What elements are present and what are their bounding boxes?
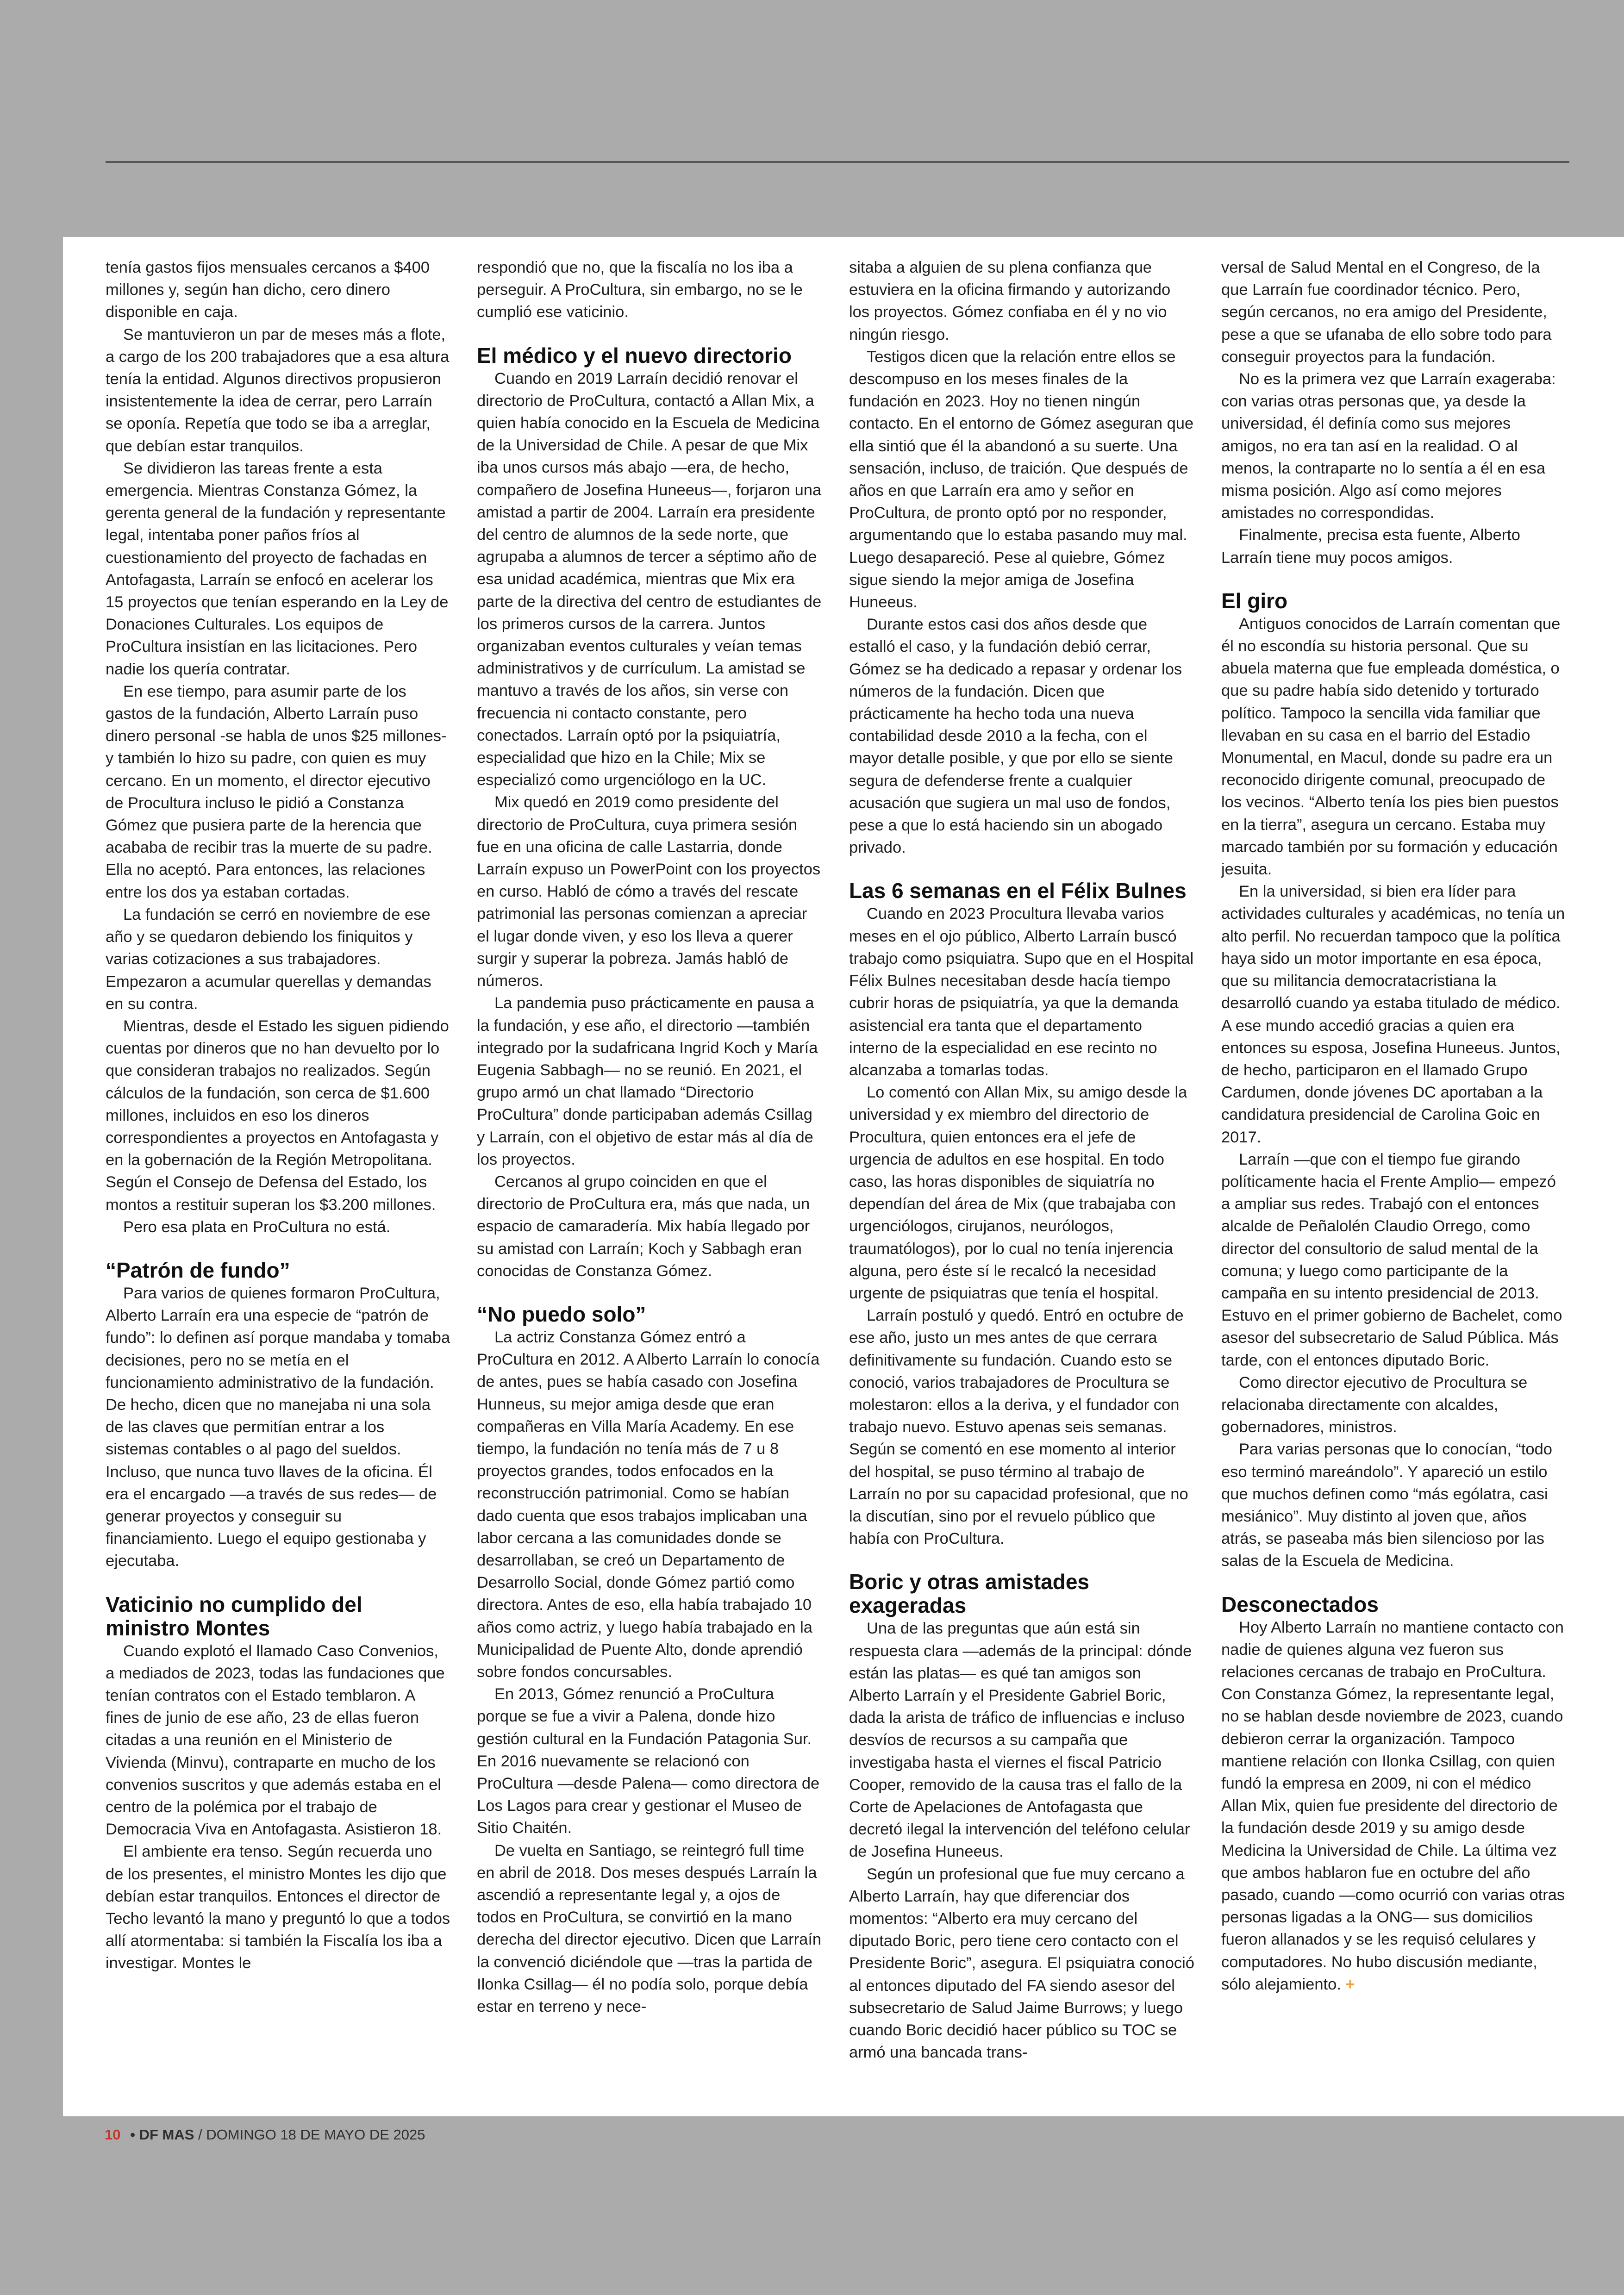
article-paragraph [849,903,1194,1081]
paragraph-text: Una de las preguntas que aún está sin respuesta clara —además de la principal: dónde están las platas— es qué tan amigos son Alberto Larraín y el Presidente Gabriel Boric, dada la arista de tráfico de influencias e incluso desvíos de recursos a su campaña que investigaba hasta el viernes el fiscal Patricio Cooper, removido de la causa tras el fallo de la Corte de Apelaciones de Antofagasta que decretó ilegal la intervención del teléfono celular de Josefina Huneeus. [849,1620,1192,1861]
article-column-3 [849,256,1194,2103]
paragraph-text: Durante estos casi dos años desde que estalló el caso, y la fundación debió cerrar, Gómez se ha dedicado a repasar y ordenar los números de la fundación. Dicen que prácticamente ha hecho toda una nueva contabilidad desde 2010 a la fecha, con el mayor detalle posible, y que por ello se siente segura de defenderse frente a cualquier acusación que sugiera un mal uso de fondos, pese a que lo está haciendo sin un abogado privado. [849,616,1182,857]
issue-date: DOMINGO 18 DE MAYO DE 2025 [206,2127,425,2143]
article-paragraph [849,1617,1194,1863]
paragraph-text: Finalmente, precisa esta fuente, Alberto Larraín tiene muy pocos amigos. [1221,526,1520,567]
article-paragraph [1221,1148,1567,1372]
article-paragraph [106,457,451,680]
article-paragraph [1221,368,1567,524]
article-paragraph [106,256,451,324]
article-paragraph [106,1640,451,1841]
article-paragraph [106,1282,451,1572]
section-heading: Desconectados [1221,1592,1379,1616]
paragraph-text: respondió que no, que la fiscalía no los iba a perseguir. A ProCultura, sin embargo, no se le cumplió ese vaticinio. [477,259,803,321]
article-paragraph [106,1015,451,1216]
paragraph-text: Larraín postuló y quedó. Entró en octubre de ese año, justo un mes antes de que cerrara definitivamente su fundación. Cuando esto se conoció, varios trabajadores de Procultura se molestaron: ellos a la deriva, y el fundador con trabajo nuevo. Estuvo apenas seis semanas. Según se comentó en ese momento al interior del hospital, se puso término al trabajo de Larraín no por su capacidad profesional, que no la discutían, sino por el revuelo público que había con ProCultura. [849,1307,1188,1548]
article-paragraph [1221,1372,1567,1439]
article-paragraph [1221,613,1567,880]
section-heading: El giro [1221,588,1288,613]
article-paragraph [1221,256,1567,368]
article-paragraph [477,1683,822,1839]
paragraph-text: Para varias personas que lo conocían, “todo eso terminó mareándolo”. Y apareció un estilo que muchos definen como “más ególatra, casi mesiánico”. Muy distinto al joven que, años atrás, se paseaba más bien silencioso por las salas de la Escuela de Medicina. [1221,1441,1552,1570]
paragraph-text: En 2013, Gómez renunció a ProCultura porque se fue a vivir a Palena, donde hizo gestión cultural en la Fundación Patagonia Sur. En 2016 nuevamente se relacionó con ProCultura —desde Palena— como directora de Los Lagos para crear y gestionar el Museo de Sitio Chaitén. [477,1685,820,1837]
paragraph-text: Cuando explotó el llamado Caso Convenios, a mediados de 2023, todas las fundaciones que tenían contratos con el Estado temblaron. A fines de junio de ese año, 23 de ellas fueron citadas a una reunión en el Ministerio de Vivienda (Minvu), contraparte en mucho de los convenios suscritos y que además estaba en el centro de la polémica por el trabajo de Democracia Viva en Antofagasta. Asistieron 18. [106,1642,445,1839]
article-paragraph [106,1216,451,1238]
paragraph-text: La fundación se cerró en noviembre de ese año y se quedaron debiendo los finiquitos y varias cotizaciones a sus trabajadores. Empezaron a acumular querellas y demandas en su contra. [106,905,431,1013]
article-paragraph [1221,1438,1567,1572]
paragraph-text: La actriz Constanza Gómez entró a ProCultura en 2012. A Alberto Larraín lo conocía de antes, pues se había casado con Josefina Hunneus, su mejor amiga desde que eran compañeras en Villa María Academy. En ese tiempo, la fundación no tenía más de 7 u 8 proyectos grandes, todos enfocados en la reconstrucción patrimonial. Como se habían dado cuenta que esos trabajos implicaban una labor cercana a las comunidades donde se desarrollaban, se creó un Departamento de Desarrollo Social, donde Gómez partió como directora. Antes de eso, ella había trabajado 10 años como actriz, y luego había trabajado en la Municipalidad de Puente Alto, donde aprendió sobre fondos concursables. [477,1328,820,1681]
paragraph-text: Larraín —que con el tiempo fue girando políticamente hacia el Frente Amplio— empezó a ampliar sus redes. Trabajó con el entonces alcalde de Peñalolén Claudio Orrego, como director del consultorio de salud mental de la comuna; y luego como participante de la campaña en su intento presidencial de 2013. Estuvo en el primer gobierno de Bachelet, como asesor del subsecretario de Salud Pública. Más tarde, con el entonces diputado Boric. [1221,1150,1562,1369]
paragraph-text: Según un profesional que fue muy cercano a Alberto Larraín, hay que diferenciar dos momentos: “Alberto era muy cercano del diputado Boric, pero tiene cero contacto con el Presidente Boric”, asegura. El psiquiatra conoció al entonces diputado del FA siendo asesor del subsecretario de Salud Jaime Burrows; y luego cuando Boric decidió hacer público su TOC se armó una bancada trans- [849,1865,1194,2062]
paragraph-text: sitaba a alguien de su plena confianza que estuviera en la oficina firmando y autorizando los proyectos. Gómez confiaba en él y no vio ningún riesgo. [849,259,1171,343]
paragraph-text: Cercanos al grupo coinciden en que el directorio de ProCultura era, más que nada, un espacio de camaradería. Mix había llegado por su amistad con Larraín; Koch y Sabbagh eran conocidas de Constanza Gómez. [477,1172,810,1280]
article-paragraph [477,1326,822,1683]
end-mark-icon: + [1345,1975,1355,1993]
header-rule [106,161,1569,163]
paragraph-text: Cuando en 2019 Larraín decidió renovar el directorio de ProCultura, contactó a Allan Mix, a quien había conocido en la Escuela de Medicina de la Universidad de Chile. A pesar de que Mix iba unos cursos más abajo —era, de hecho, compañero de Josefina Huneeus—, forjaron una amistad a partir de 2004. Larraín era presidente del centro de alumnos de la sede norte, que agrupaba a alumnos de tercer a séptimo año de esa unidad académica, mientras que Mix era parte de la directiva del centro de estudiantes de los primeros cursos de la carrera. Juntos organizaban eventos culturales y veían temas administrativos y de currículum. La amistad se mantuvo a través de los años, sin verse con frecuencia ni contacto constante, pero conectados. Larraín optó por la psiquiatría, especialidad que hizo en la Chile; Mix se especializó como urgenciólogo en la UC. [477,369,822,789]
article-paragraph [849,1304,1194,1550]
paragraph-text: Testigos dicen que la relación entre ellos se descompuso en los meses finales de la fundación en 2023. Hoy no tienen ningún contacto. En el entorno de Gómez aseguran que ella sintió que él la abandonó a su suerte. Una sensación, incluso, de traición. Que después de años en que Larraín era amo y señor en ProCultura, de pronto optó por no responder, argumentando que lo estaba pasando muy mal. Luego desapareció. Pese al quiebre, Gómez sigue siendo la mejor amiga de Josefina Huneeus. [849,348,1194,611]
footer-separator: / [198,2127,202,2143]
article-paragraph [477,791,822,992]
section-heading: “No puedo solo” [477,1302,646,1326]
article-column-1 [106,256,451,2103]
article-paragraph [477,1171,822,1282]
page-footer [105,2127,425,2143]
paragraph-text: versal de Salud Mental en el Congreso, de la que Larraín fue coordinador técnico. Pero, según cercanos, no era amigo del Presidente, pese a que se ufanaba de ello sobre todo para conseguir proyectos para la fundación. [1221,259,1552,366]
section-heading: Las 6 semanas en el Félix Bulnes [849,879,1187,903]
article-column-4 [1221,256,1567,2103]
paragraph-text: Hoy Alberto Larraín no mantiene contacto con nadie de quienes alguna vez fueron sus relaciones cercanas de trabajo en ProCultura. Con Constanza Gómez, la representante legal, no se hablan desde noviembre de 2023, cuando debieron cerrar la organización. Tampoco mantiene relación con Ilonka Csillag, con quien fundó la empresa en 2009, ni con el médico Allan Mix, quien fue presidente del directorio de la fundación desde 2019 y su amigo desde Medicina la Universidad de Chile. La última vez que ambos hablaron fue en octubre del año pasado, cuando —como ocurrió con varias otras personas ligadas a la ONG— sus domicilios fueron allanados y se les requisó celulares y computadores. No hubo discusión mediante, sólo alejamiento. [1221,1618,1565,1993]
section-heading: Vaticinio no cumplido del ministro Montes [106,1592,362,1640]
article-column-2 [477,256,822,2103]
paragraph-text: El ambiente era tenso. Según recuerda uno de los presentes, el ministro Montes les dijo que debían estar tranquilos. Entonces el director de Techo levantó la mano y preguntó lo que a todos allí atormentaba: si también la Fiscalía los iba a investigar. Montes le [106,1843,450,1972]
paragraph-text: En la universidad, si bien era líder para actividades culturales y académicas, no tenía un alto perfil. No recuerdan tampoco que la política haya sido un motor importante en esa época, que su militancia democratacristiana la desarrolló cuando ya estaba titulado de médico. A ese mundo accedió gracias a quien era entonces su esposa, Josefina Huneeus. Juntos, de hecho, participaron en el llamado Grupo Cardumen, donde jóvenes DC aportaban a la candidatura presidencial de Carolina Goic en 2017. [1221,883,1565,1146]
paragraph-text: Para varios de quienes formaron ProCultura, Alberto Larraín era una especie de “patrón de fundo”: lo definen así porque mandaba y tomaba decisiones, pero no se metía en el funcionamiento administrativo de la fundación. De hecho, dicen que no manejaba ni una sola de las claves que permitían entrar a los sistemas contables o al pago del sueldos. Incluso, que nunca tuvo llaves de la oficina. Él era el encargado —a través de sus redes— de generar proyectos y conseguir su financiamiento. Luego el equipo gestionaba y ejecutaba. [106,1284,450,1570]
paragraph-text: Antiguos conocidos de Larraín comentan que él no escondía su historia personal. Que su abuela materna que fue empleada doméstica, o que su padre había sido detenido y torturado político. Tampoco la sencilla vida familiar que llevaban en su casa en el barrio del Estadio Monumental, en Macul, donde su padre era un reconocido dirigente comunal, preocupado de los vecinos. “Alberto tenía los pies bien puestos en la tierra”, asegura un cercano. Estaba muy marcado también por su formación y educación jesuita. [1221,615,1561,879]
section-heading: Boric y otras amistades exageradas [849,1570,1090,1618]
paragraph-text: No es la primera vez que Larraín exageraba: con varias otras personas que, ya desde la universidad, él definía como sus mejores amigos, no era tan así en la realidad. O al menos, la contraparte no lo sentía a él en esa misma posición. Algo así como mejores amistades no correspondidas. [1221,370,1556,522]
article-page [63,237,1624,2116]
paragraph-text: La pandemia puso prácticamente en pausa a la fundación, y ese año, el directorio —también integrado por la sudafricana Ingrid Koch y María Eugenia Sabbagh— no se reunió. En 2021, el grupo armó un chat llamado “Directorio ProCultura” donde participaban además Csillag y Larraín, con el objetivo de estar más al día de los proyectos. [477,994,818,1168]
article-paragraph [849,256,1194,346]
article-paragraph [1221,524,1567,568]
article-paragraph [1221,880,1567,1148]
paragraph-text: Se mantuvieron un par de meses más a flote, a cargo de los 200 trabajadores que a esa altura tenía la entidad. Algunos directivos propusieron insistentemente la idea de cerrar, pero Larraín se oponía. Repetía que todo se iba a arreglar, que debían estar tranquilos. [106,325,450,455]
paragraph-text: Mientras, desde el Estado les siguen pidiendo cuentas por dineros que no han devuelto por lo que consideran trabajos no realizados. Según cálculos de la fundación, son cerca de $1.600 millones, incluidos en eso los dineros correspondientes a proyectos en Antofagasta y en la gobernación de la Región Metropolitana. Según el Consejo de Defensa del Estado, los montos a restituir superan los $3.200 millones. [106,1017,449,1214]
article-paragraph [849,1081,1194,1304]
article-paragraph [106,1840,451,1974]
paragraph-text: Cuando en 2023 Procultura llevaba varios meses en el ojo público, Alberto Larraín buscó trabajo como psiquiatra. Supo que en el Hospital Félix Bulnes necesitaban desde hacía tiempo cubrir horas de psiquiatría, ya que la demanda asistencial era tanta que el departamento interno de la especialidad en ese recinto no alcanzaba a tomarlas todas. [849,905,1194,1079]
section-heading: “Patrón de fundo” [106,1258,290,1282]
article-paragraph [477,1840,822,2018]
paragraph-text: En ese tiempo, para asumir parte de los gastos de la fundación, Alberto Larraín puso dinero personal -se habla de unos $25 millones- y también lo hizo su padre, con quien es muy cercano. En un momento, el director ejecutivo de Procultura incluso le pidió a Constanza Gómez que pusiera parte de la herencia que acababa de recibir tras la muerte de su padre. Ella no aceptó. Para entonces, las relaciones entre los dos ya estaban cortadas. [106,682,447,901]
paragraph-text: Se dividieron las tareas frente a esta emergencia. Mientras Constanza Gómez, la gerenta general de la fundación y representante legal, intentaba poner paños fríos al cuestionamiento del proyecto de fachadas en Antofagasta, Larraín se enfocó en acelerar los 15 proyectos que tenían esperando en la Ley de Donaciones Culturales. Los equipos de ProCultura insistían en las licitaciones. Pero nadie los quería contratar. [106,459,449,678]
article-paragraph [106,680,451,904]
article-paragraph [1221,1616,1567,1996]
paragraph-text: Mix quedó en 2019 como presidente del directorio de ProCultura, cuya primera sesión fue en una oficina de calle Lastarria, donde Larraín expuso un PowerPoint con los proyectos en curso. Habló de cómo a través del rescate patrimonial las personas comienzan a apreciar el lugar donde viven, y eso los lleva a querer surgir y superar la pobreza. Jamás habló de números. [477,793,821,990]
article-paragraph [477,368,822,792]
article-paragraph [477,992,822,1171]
paragraph-text: De vuelta en Santiago, se reintegró full time en abril de 2018. Dos meses después Larraín la ascendió a representante legal y, a ojos de todos en ProCultura, se convirtió en la mano derecha del director ejecutivo. Dicen que Larraín la convenció diciéndole que —tras la partida de Ilonka Csillag— él no podía solo, porque debía estar en terreno y nece- [477,1841,822,2016]
section-name: • DF MAS [130,2127,194,2143]
article-paragraph [106,324,451,457]
paragraph-text: Como director ejecutivo de Procultura se relacionaba directamente con alcaldes, gobernadores, ministros. [1221,1373,1528,1436]
article-paragraph [106,904,451,1015]
section-heading: El médico y el nuevo directorio [477,343,792,368]
article-paragraph [477,256,822,324]
article-paragraph [849,1863,1194,2064]
paragraph-text: Pero esa plata en ProCultura no está. [123,1218,391,1236]
article-paragraph [849,346,1194,613]
paragraph-text: Lo comentó con Allan Mix, su amigo desde la universidad y ex miembro del directorio de Procultura, quien entonces era el jefe de urgencia de adultos en ese hospital. En todo caso, las horas disponibles de siquiatría no dependían del área de Mix (que trabajaba con urgenciólogos, cirujanos, neurólogos, traumatólogos), por lo cual no tenía injerencia alguna, pero éste sí le recalcó la necesidad urgente de psiquiatras que tenía el hospital. [849,1084,1187,1302]
paragraph-text: tenía gastos fijos mensuales cercanos a $400 millones y, según han dicho, cero dinero disponible en caja. [106,259,430,321]
page-number: 10 [105,2127,121,2143]
article-paragraph [849,613,1194,859]
